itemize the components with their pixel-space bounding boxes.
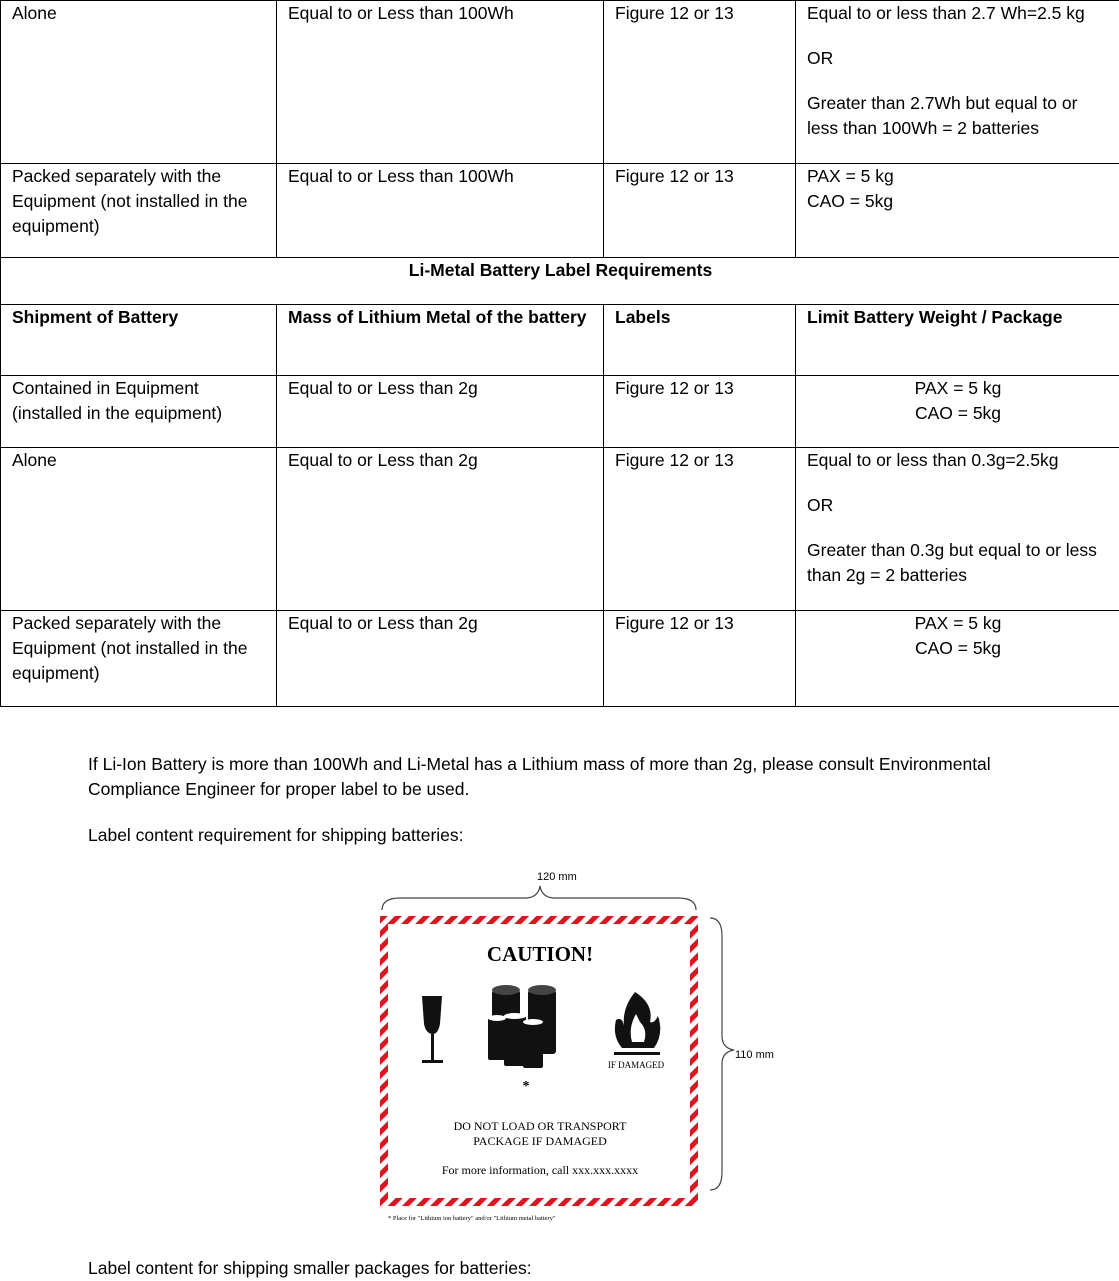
- header-mass: Mass of Lithium Metal of the battery: [277, 305, 604, 376]
- shipment-cell: Alone: [1, 1, 277, 164]
- mass-cell: Equal to or Less than 2g: [277, 611, 604, 707]
- header-limit: Limit Battery Weight / Package: [796, 305, 1119, 376]
- labels-cell: Figure 12 or 13: [604, 376, 796, 448]
- width-brace: [382, 886, 696, 910]
- limit-line: OR: [807, 493, 1109, 518]
- asterisk-mark: *: [523, 1079, 530, 1094]
- limit-pax: PAX = 5 kg: [807, 164, 1109, 189]
- label-drawing: [360, 866, 780, 1232]
- if-damaged-label: IF DAMAGED: [608, 1060, 665, 1070]
- table-row: [1, 1, 1119, 164]
- limit-line: Equal to or less than 2.7 Wh=2.5 kg: [807, 1, 1109, 26]
- limit-cell: [796, 611, 1119, 707]
- limit-cao: CAO = 5kg: [807, 401, 1109, 426]
- table-row: [1, 448, 1119, 611]
- energy-cell: Equal to or Less than 100Wh: [277, 164, 604, 258]
- lithium-battery-label-figure: [360, 866, 780, 1232]
- limit-cao: CAO = 5kg: [807, 636, 1109, 661]
- caution-heading: CAUTION!: [487, 942, 593, 966]
- limit-cao: CAO = 5kg: [807, 189, 1109, 214]
- table-row: [1, 611, 1119, 707]
- section-heading-row: [1, 258, 1119, 305]
- energy-cell: Equal to or Less than 100Wh: [277, 1, 604, 164]
- mass-cell: Equal to or Less than 2g: [277, 448, 604, 611]
- labels-cell: Figure 12 or 13: [604, 448, 796, 611]
- limit-line: Greater than 2.7Wh but equal to or less than 100Wh = 2 batteries: [807, 91, 1109, 141]
- table-row: [1, 164, 1119, 258]
- info-line: For more information, call xxx.xxx.xxxx: [442, 1163, 638, 1177]
- limit-pax: PAX = 5 kg: [807, 611, 1109, 636]
- limit-line: Greater than 0.3g but equal to or less than 2g = 2 batteries: [807, 538, 1109, 588]
- header-labels: Labels: [604, 305, 796, 376]
- shipment-cell: Packed separately with the Equipment (not installed in the equipment): [1, 164, 277, 258]
- table-row: [1, 376, 1119, 448]
- header-row: [1, 305, 1119, 376]
- shipment-cell: Packed separately with the Equipment (not installed in the equipment): [1, 611, 277, 707]
- limit-cell: [796, 1, 1119, 164]
- limit-pax: PAX = 5 kg: [807, 376, 1109, 401]
- warning-line-1: DO NOT LOAD OR TRANSPORT: [454, 1119, 628, 1133]
- height-dimension-label: 110 mm: [735, 1049, 774, 1061]
- label-footnote: * Place for "Lithium ion battery" and/or "Lithium metal battery": [388, 1215, 556, 1222]
- width-dimension-label: 120 mm: [537, 871, 577, 883]
- mass-cell: Equal to or Less than 2g: [277, 376, 604, 448]
- limit-cell: [796, 448, 1119, 611]
- consult-note: If Li-Ion Battery is more than 100Wh and Li-Metal has a Lithium mass of more than 2g, please consult Environmental Compliance Engineer for proper label to be used.: [88, 752, 1078, 802]
- label-content-intro: Label content requirement for shipping batteries:: [88, 823, 1078, 848]
- shipment-cell: Contained in Equipment (installed in the equipment): [1, 376, 277, 448]
- smaller-packages-intro: Label content for shipping smaller packages for batteries:: [88, 1256, 1078, 1281]
- labels-cell: Figure 12 or 13: [604, 164, 796, 258]
- limit-cell: [796, 164, 1119, 258]
- limit-line: OR: [807, 46, 1109, 71]
- shipment-cell: Alone: [1, 448, 277, 611]
- labels-cell: Figure 12 or 13: [604, 611, 796, 707]
- labels-cell: Figure 12 or 13: [604, 1, 796, 164]
- limit-cell: [796, 376, 1119, 448]
- metal-section-heading: Li-Metal Battery Label Requirements: [1, 258, 1119, 305]
- height-brace: [710, 918, 734, 1190]
- warning-line-2: PACKAGE IF DAMAGED: [473, 1134, 607, 1148]
- limit-line: Equal to or less than 0.3g=2.5kg: [807, 448, 1109, 473]
- header-shipment: Shipment of Battery: [1, 305, 277, 376]
